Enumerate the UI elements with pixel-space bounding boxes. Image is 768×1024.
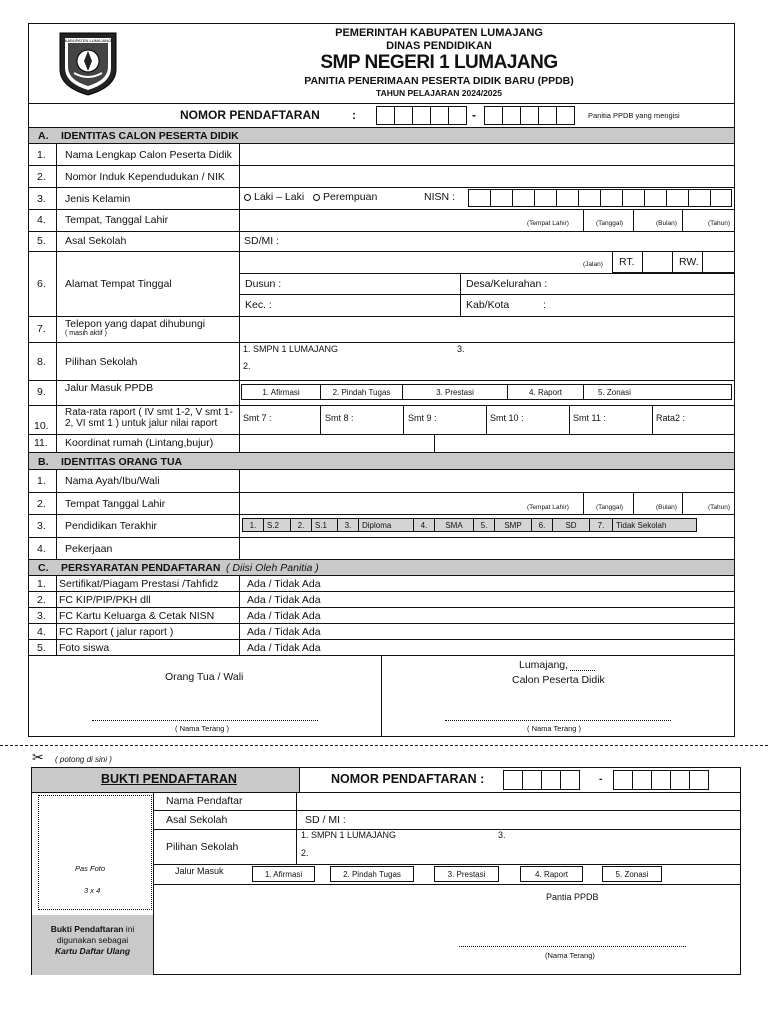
edu-number: 5. bbox=[473, 518, 495, 532]
b-row-no: 4. bbox=[37, 543, 46, 555]
signature-place: Lumajang, bbox=[519, 659, 569, 671]
a-row-label: Rata-rata raport ( IV smt 1-2, V smt 1-2, VI smt 1 ) untuk jalur nilai raport bbox=[65, 407, 233, 429]
a-row-no: 11. bbox=[34, 437, 48, 449]
birth-year-hint: (Tahun) bbox=[708, 504, 731, 511]
c-row-label: Foto siswa bbox=[59, 642, 110, 654]
receipt-digit-box[interactable] bbox=[613, 770, 633, 790]
a-row-note: ( masih aktif ) bbox=[65, 330, 108, 337]
a-row-label: Asal Sekolah bbox=[65, 235, 127, 247]
receipt-path-option[interactable]: 2. Pindah Tugas bbox=[330, 866, 414, 882]
receipt-choice-3: 3. bbox=[498, 830, 506, 840]
path-option[interactable]: 2. Pindah Tugas bbox=[320, 384, 403, 400]
edu-option[interactable]: Diploma bbox=[358, 518, 414, 532]
reg-digit-box[interactable] bbox=[430, 106, 449, 125]
receipt-choice-2: 2. bbox=[301, 848, 309, 858]
nisn-label: NISN : bbox=[424, 191, 455, 203]
a-row-no: 7. bbox=[37, 323, 46, 335]
registration-number-label: NOMOR PENDAFTARAN bbox=[180, 108, 320, 122]
reg-digit-box[interactable] bbox=[376, 106, 395, 125]
birth-date-hint: (Tanggal) bbox=[596, 220, 624, 227]
a-row-no: 4. bbox=[37, 214, 46, 226]
c-row-label: FC Raport ( jalur raport ) bbox=[59, 626, 174, 638]
edu-option[interactable]: S.2 bbox=[263, 518, 291, 532]
reg-digit-box[interactable] bbox=[394, 106, 413, 125]
birth-place-hint: (Tempat Lahir) bbox=[527, 504, 569, 511]
kec-label: Kec. : bbox=[245, 299, 272, 311]
edu-option[interactable]: SMA bbox=[434, 518, 474, 532]
radio-circle-icon bbox=[313, 194, 320, 201]
b-row-no: 1. bbox=[37, 475, 46, 487]
reg-digit-box[interactable] bbox=[520, 106, 539, 125]
candidate-signature-label: Calon Peserta Didik bbox=[512, 674, 605, 686]
average-label: Rata2 : bbox=[656, 413, 686, 423]
receipt-digit-box[interactable] bbox=[541, 770, 561, 790]
edu-number: 7. bbox=[589, 518, 613, 532]
receipt-digit-box[interactable] bbox=[522, 770, 542, 790]
c-row-value: Ada / Tidak Ada bbox=[247, 626, 321, 638]
receipt-note-line3: Kartu Daftar Ulang bbox=[54, 946, 131, 956]
semester-label: Smt 9 : bbox=[408, 413, 437, 423]
a-row-no: 1. bbox=[37, 149, 46, 161]
section-c-code: C. bbox=[38, 562, 49, 574]
registration-dash: - bbox=[472, 108, 476, 122]
section-a-title: IDENTITAS CALON PESERTA DIDIK bbox=[61, 130, 239, 142]
receipt-note-line2: digunakan sebagai bbox=[56, 935, 129, 945]
photo-label: Pas Foto bbox=[75, 864, 106, 873]
edu-number: 3. bbox=[337, 518, 359, 532]
nisn-boxes[interactable] bbox=[468, 189, 732, 207]
receipt-digit-box[interactable] bbox=[632, 770, 652, 790]
edu-option[interactable]: SMP bbox=[494, 518, 532, 532]
b-row-no: 3. bbox=[37, 520, 46, 532]
header-government: PEMERINTAH KABUPATEN LUMAJANG bbox=[335, 27, 543, 39]
c-row-value: Ada / Tidak Ada bbox=[247, 610, 321, 622]
receipt-path-option[interactable]: 5. Zonasi bbox=[602, 866, 662, 882]
b-row-label: Pendidikan Terakhir bbox=[65, 520, 158, 532]
header-academic-year: TAHUN PELAJARAN 2024/2025 bbox=[376, 88, 502, 98]
edu-option[interactable]: Tidak Sekolah bbox=[612, 518, 697, 532]
photo-size: 3 x 4 bbox=[84, 886, 101, 895]
kab-colon: : bbox=[543, 299, 546, 311]
semester-label: Smt 11 : bbox=[573, 413, 606, 423]
radio-circle-icon bbox=[244, 194, 251, 201]
a-row-label: Jenis Kelamin bbox=[65, 193, 131, 205]
edu-number: 4. bbox=[413, 518, 435, 532]
a-row-no: 2. bbox=[37, 171, 46, 183]
edu-number: 1. bbox=[242, 518, 264, 532]
c-row-no: 4. bbox=[37, 626, 46, 638]
semester-label: Smt 7 : bbox=[243, 413, 272, 423]
a-row-label: Nama Lengkap Calon Peserta Didik bbox=[65, 149, 232, 161]
c-row-no: 2. bbox=[37, 594, 46, 606]
header-department: DINAS PENDIDIKAN bbox=[386, 40, 492, 52]
section-b-title: IDENTITAS ORANG TUA bbox=[61, 456, 183, 468]
section-b-code: B. bbox=[38, 456, 49, 468]
scissors-icon: ✂ bbox=[32, 749, 44, 765]
reg-digit-box[interactable] bbox=[448, 106, 467, 125]
svg-text:KABUPATEN LUMAJANG: KABUPATEN LUMAJANG bbox=[64, 38, 112, 43]
receipt-digit-box[interactable] bbox=[560, 770, 580, 790]
edu-option[interactable]: SD bbox=[552, 518, 590, 532]
c-row-label: Sertifikat/Piagam Prestasi /Tahfidz bbox=[59, 578, 219, 590]
reg-digit-box[interactable] bbox=[556, 106, 575, 125]
semester-label: Smt 8 : bbox=[325, 413, 354, 423]
receipt-committee-label: Pantia PPDB bbox=[546, 892, 599, 902]
candidate-clear-name: ( Nama Terang ) bbox=[527, 724, 582, 733]
gender-male-option[interactable]: Laki – Laki bbox=[244, 192, 304, 203]
a-row-no: 10. bbox=[34, 420, 49, 432]
a-row-label: Koordinat rumah (Lintang,bujur) bbox=[65, 437, 214, 449]
c-row-no: 1. bbox=[37, 578, 46, 590]
a-row-label: Nomor Induk Kependudukan / NIK bbox=[65, 171, 225, 183]
path-option[interactable]: 3. Prestasi bbox=[402, 384, 508, 400]
birth-month-hint: (Bulan) bbox=[656, 504, 677, 511]
street-hint: (Jalan) bbox=[583, 261, 603, 268]
receipt-school-value: SD / MI : bbox=[305, 814, 346, 826]
header-school-name: SMP NEGERI 1 LUMAJANG bbox=[320, 52, 558, 73]
section-c-subtitle: ( Diisi Oleh Panitia ) bbox=[226, 562, 319, 574]
rw-value-box[interactable] bbox=[702, 251, 735, 273]
school-choice-2: 2. bbox=[243, 361, 251, 371]
c-row-no: 3. bbox=[37, 610, 46, 622]
b-row-no: 2. bbox=[37, 498, 46, 510]
c-row-value: Ada / Tidak Ada bbox=[247, 594, 321, 606]
receipt-name-label: Nama Pendaftar bbox=[166, 795, 243, 807]
c-row-label: FC Kartu Keluarga & Cetak NISN bbox=[59, 610, 215, 622]
birth-month-hint: (Bulan) bbox=[656, 220, 677, 227]
a-row-no: 6. bbox=[37, 278, 46, 290]
receipt-title: BUKTI PENDAFTARAN bbox=[101, 772, 237, 786]
rt-value-box[interactable] bbox=[642, 251, 673, 273]
a-row-label: Jalur Masuk PPDB bbox=[65, 382, 154, 394]
receipt-choice-label: Pilihan Sekolah bbox=[166, 841, 239, 853]
a-row-label: Tempat, Tanggal Lahir bbox=[65, 214, 169, 226]
receipt-digit-box[interactable] bbox=[689, 770, 709, 790]
path-option[interactable]: 5. Zonasi bbox=[583, 384, 732, 400]
c-row-no: 5. bbox=[37, 642, 46, 654]
c-row-value: Ada / Tidak Ada bbox=[247, 642, 321, 654]
c-row-label: FC KIP/PIP/PKH dll bbox=[59, 594, 151, 606]
path-option[interactable]: 1. Afirmasi bbox=[241, 384, 321, 400]
birth-date-hint: (Tanggal) bbox=[596, 504, 624, 511]
birth-place-hint: (Tempat Lahir) bbox=[527, 220, 569, 227]
school-origin-label: SD/MI : bbox=[244, 235, 280, 247]
cut-here-label: ( potong di sini ) bbox=[55, 755, 112, 764]
receipt-clear-name: (Nama Terang) bbox=[545, 951, 595, 960]
a-row-label: Pilihan Sekolah bbox=[65, 356, 138, 368]
receipt-digit-box[interactable] bbox=[503, 770, 523, 790]
c-row-value: Ada / Tidak Ada bbox=[247, 578, 321, 590]
a-row-no: 3. bbox=[37, 193, 46, 205]
receipt-path-option[interactable]: 1. Afirmasi bbox=[252, 866, 315, 882]
school-choice-3: 3. bbox=[457, 344, 465, 354]
receipt-path-option[interactable]: 3. Prestasi bbox=[434, 866, 499, 882]
edu-number: 6. bbox=[531, 518, 553, 532]
reg-digit-box[interactable] bbox=[502, 106, 521, 125]
a-row-label: Telepon yang dapat dihubungi bbox=[65, 318, 206, 330]
registration-colon: : bbox=[352, 108, 356, 122]
receipt-dash: - bbox=[599, 773, 603, 785]
receipt-digit-box[interactable] bbox=[670, 770, 690, 790]
rw-box[interactable]: RW. bbox=[672, 251, 703, 273]
b-row-label: Pekerjaan bbox=[65, 543, 113, 555]
receipt-choice-1: 1. SMPN 1 LUMAJANG bbox=[301, 830, 397, 840]
parent-clear-name: ( Nama Terang ) bbox=[175, 724, 230, 733]
receipt-reg-label: NOMOR PENDAFTARAN : bbox=[331, 772, 485, 786]
b-row-label: Tempat Tanggal Lahir bbox=[65, 498, 166, 510]
receipt-note-line1: Bukti Pendaftaran ini bbox=[50, 924, 135, 934]
registration-note: Panitia PPDB yang mengisi bbox=[588, 111, 680, 120]
receipt-path-label: Jalur Masuk bbox=[175, 866, 224, 876]
gender-female-option[interactable]: Perempuan bbox=[313, 192, 377, 203]
path-option[interactable]: 4. Raport bbox=[507, 384, 584, 400]
school-choice-1: 1. SMPN 1 LUMAJANG bbox=[243, 344, 339, 354]
receipt-path-option[interactable]: 4. Raport bbox=[520, 866, 583, 882]
a-row-no: 8. bbox=[37, 356, 46, 368]
semester-label: Smt 10 : bbox=[490, 413, 524, 423]
desa-label: Desa/Kelurahan : bbox=[466, 278, 548, 290]
a-row-label: Alamat Tempat Tinggal bbox=[65, 278, 172, 290]
section-a-code: A. bbox=[38, 130, 49, 142]
kab-label: Kab/Kota bbox=[466, 299, 510, 311]
reg-digit-box[interactable] bbox=[412, 106, 431, 125]
dusun-label: Dusun : bbox=[245, 278, 282, 290]
reg-digit-box[interactable] bbox=[484, 106, 503, 125]
a-row-no: 9. bbox=[37, 386, 46, 398]
b-row-label: Nama Ayah/Ibu/Wali bbox=[65, 475, 160, 487]
birth-year-hint: (Tahun) bbox=[708, 220, 731, 227]
receipt-school-label: Asal Sekolah bbox=[166, 814, 228, 826]
rt-box[interactable]: RT. bbox=[612, 251, 643, 273]
reg-digit-box[interactable] bbox=[538, 106, 557, 125]
edu-number: 2. bbox=[290, 518, 312, 532]
edu-option[interactable]: S.1 bbox=[311, 518, 338, 532]
section-c-title: PERSYARATAN PENDAFTARAN bbox=[61, 562, 221, 574]
a-row-no: 5. bbox=[37, 235, 46, 247]
parent-signature-label: Orang Tua / Wali bbox=[165, 671, 244, 683]
header-committee: PANITIA PENERIMAAN PESERTA DIDIK BARU (PPDB) bbox=[304, 75, 574, 87]
receipt-digit-box[interactable] bbox=[651, 770, 671, 790]
